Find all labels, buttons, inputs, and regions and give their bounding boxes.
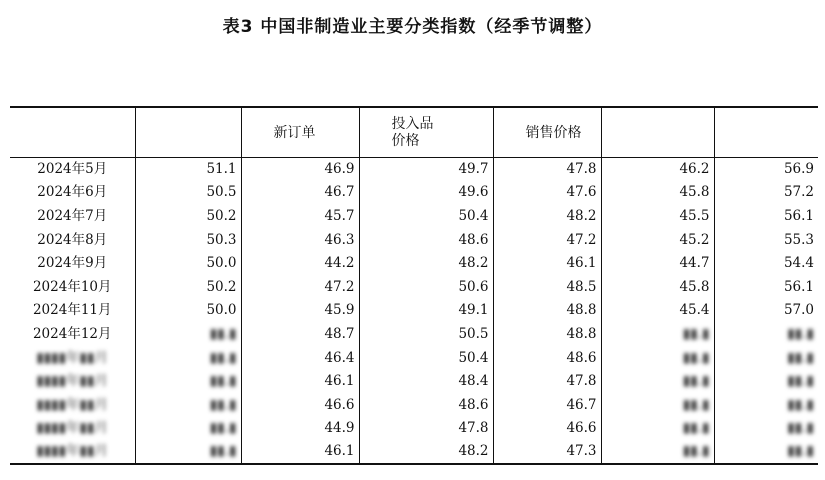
cell-col6: 57.0 bbox=[714, 299, 818, 323]
cell-col5: ▮▮.▮ bbox=[601, 346, 714, 370]
cell-input-prices: 49.1 bbox=[359, 299, 493, 323]
cell-sales-prices: 46.6 bbox=[493, 417, 601, 441]
cell-col6: ▮▮.▮ bbox=[714, 393, 818, 417]
cell-new-orders: 46.7 bbox=[241, 181, 359, 205]
cell-col1: 50.2 bbox=[135, 204, 241, 228]
cell-col6: 56.9 bbox=[714, 157, 818, 181]
cell-col1: 50.0 bbox=[135, 299, 241, 323]
cell-sales-prices: 47.8 bbox=[493, 157, 601, 181]
table-row bbox=[10, 181, 818, 205]
header-obscured-6 bbox=[714, 107, 818, 157]
cell-new-orders: 46.6 bbox=[241, 393, 359, 417]
table-row bbox=[10, 228, 818, 252]
cell-col5: 46.2 bbox=[601, 157, 714, 181]
cell-col6: 55.3 bbox=[714, 228, 818, 252]
cell-sales-prices: 48.8 bbox=[493, 322, 601, 346]
cell-sales-prices: 48.8 bbox=[493, 299, 601, 323]
cell-month: ▮▮▮▮年▮▮月 bbox=[10, 440, 135, 464]
cell-input-prices: 48.2 bbox=[359, 251, 493, 275]
cell-month: 2024年11月 bbox=[32, 302, 112, 319]
cell-col5: 45.4 bbox=[601, 299, 714, 323]
cell-month: 2024年10月 bbox=[32, 278, 112, 295]
cell-new-orders: 46.4 bbox=[241, 346, 359, 370]
cell-col6: ▮▮.▮ bbox=[714, 417, 818, 441]
cell-col1: 51.1 bbox=[135, 157, 241, 181]
cell-input-prices: 47.8 bbox=[359, 417, 493, 441]
cell-new-orders: 48.7 bbox=[241, 322, 359, 346]
cell-col5: 45.2 bbox=[601, 228, 714, 252]
cell-col6: ▮▮.▮ bbox=[714, 440, 818, 464]
header-input-prices-line1: 投入品 bbox=[391, 116, 434, 133]
table-row bbox=[10, 417, 818, 441]
table-row bbox=[10, 275, 818, 299]
cell-col6: 56.1 bbox=[714, 275, 818, 299]
cell-input-prices: 49.6 bbox=[359, 181, 493, 205]
cell-col1: ▮▮.▮ bbox=[135, 346, 241, 370]
cell-input-prices: 48.2 bbox=[359, 440, 493, 464]
cell-sales-prices: 47.3 bbox=[493, 440, 601, 464]
cell-new-orders: 46.3 bbox=[241, 228, 359, 252]
cell-input-prices: 50.4 bbox=[359, 204, 493, 228]
table-row bbox=[10, 322, 818, 346]
cell-new-orders: 46.1 bbox=[241, 440, 359, 464]
cell-month: ▮▮▮▮年▮▮月 bbox=[36, 396, 109, 413]
cell-month: 2024年5月 bbox=[37, 161, 108, 178]
cell-new-orders: 45.9 bbox=[241, 299, 359, 323]
cell-input-prices: 50.4 bbox=[359, 346, 493, 370]
cell-input-prices: 49.7 bbox=[359, 157, 493, 181]
table-row bbox=[10, 299, 818, 323]
cell-col5: ▮▮.▮ bbox=[601, 440, 714, 464]
cell-input-prices: 50.6 bbox=[359, 275, 493, 299]
cell-input-prices: 48.6 bbox=[359, 393, 493, 417]
cell-sales-prices: 47.2 bbox=[493, 228, 601, 252]
cell-col5: ▮▮.▮ bbox=[601, 417, 714, 441]
cell-col6: ▮▮.▮ bbox=[714, 322, 818, 346]
cell-input-prices: 50.5 bbox=[359, 322, 493, 346]
header-new-orders: 新订单 bbox=[241, 107, 359, 157]
cell-col5: ▮▮.▮ bbox=[601, 322, 714, 346]
cell-col6: ▮▮.▮ bbox=[714, 369, 818, 393]
table-row bbox=[10, 393, 818, 417]
cell-col1: 50.3 bbox=[135, 228, 241, 252]
cell-col6: 57.2 bbox=[714, 181, 818, 205]
header-obscured-5 bbox=[601, 107, 714, 157]
cell-col1: 50.0 bbox=[135, 251, 241, 275]
cell-new-orders: 46.1 bbox=[241, 369, 359, 393]
table-row bbox=[10, 346, 818, 370]
cell-col1: ▮▮.▮ bbox=[135, 369, 241, 393]
header-sales-prices: 销售价格 bbox=[493, 107, 601, 157]
cell-new-orders: 44.9 bbox=[241, 417, 359, 441]
cell-sales-prices: 48.6 bbox=[493, 346, 601, 370]
cell-input-prices: 48.4 bbox=[359, 369, 493, 393]
cell-month: ▮▮▮▮年▮▮月 bbox=[36, 373, 109, 390]
cell-col6: 56.1 bbox=[714, 204, 818, 228]
cell-month: 2024年9月 bbox=[37, 255, 108, 272]
header-input-prices bbox=[359, 107, 493, 157]
cell-col1: ▮▮.▮ bbox=[135, 440, 241, 464]
cell-month: ▮▮▮▮年▮▮月 bbox=[36, 349, 109, 366]
header-input-prices-line2: 价格 bbox=[391, 133, 420, 150]
cell-sales-prices: 46.1 bbox=[493, 251, 601, 275]
cell-col6: ▮▮.▮ bbox=[714, 346, 818, 370]
cell-sales-prices: 47.6 bbox=[493, 181, 601, 205]
cell-col1: ▮▮.▮ bbox=[135, 322, 241, 346]
cell-col6: 54.4 bbox=[714, 251, 818, 275]
table-row bbox=[10, 440, 818, 464]
cell-month: ▮▮▮▮年▮▮月 bbox=[36, 420, 109, 437]
cell-new-orders: 47.2 bbox=[241, 275, 359, 299]
index-table bbox=[10, 106, 818, 465]
cell-col5: 45.5 bbox=[601, 204, 714, 228]
header-month bbox=[10, 107, 135, 157]
cell-col1: ▮▮.▮ bbox=[135, 393, 241, 417]
cell-sales-prices: 46.7 bbox=[493, 393, 601, 417]
cell-col1: 50.2 bbox=[135, 275, 241, 299]
cell-new-orders: 46.9 bbox=[241, 157, 359, 181]
cell-col1: ▮▮.▮ bbox=[135, 417, 241, 441]
table-row bbox=[10, 251, 818, 275]
cell-month: 2024年8月 bbox=[37, 231, 108, 248]
table-row bbox=[10, 157, 818, 181]
header-obscured-1 bbox=[135, 107, 241, 157]
cell-input-prices: 48.6 bbox=[359, 228, 493, 252]
cell-new-orders: 45.7 bbox=[241, 204, 359, 228]
cell-new-orders: 44.2 bbox=[241, 251, 359, 275]
table-row bbox=[10, 204, 818, 228]
table-title: 表3 中国非制造业主要分类指数（经季节调整） bbox=[222, 17, 603, 37]
cell-col5: 45.8 bbox=[601, 181, 714, 205]
cell-month: 2024年7月 bbox=[37, 207, 108, 224]
cell-col1: 50.5 bbox=[135, 181, 241, 205]
cell-sales-prices: 48.2 bbox=[493, 204, 601, 228]
cell-col5: ▮▮.▮ bbox=[601, 369, 714, 393]
header-row bbox=[10, 107, 818, 157]
cell-sales-prices: 47.8 bbox=[493, 369, 601, 393]
cell-col5: 44.7 bbox=[601, 251, 714, 275]
cell-sales-prices: 48.5 bbox=[493, 275, 601, 299]
cell-col5: 45.8 bbox=[601, 275, 714, 299]
cell-month: 2024年6月 bbox=[37, 184, 108, 201]
cell-month: 2024年12月 bbox=[32, 325, 112, 342]
table-row bbox=[10, 369, 818, 393]
cell-col5: ▮▮.▮ bbox=[601, 393, 714, 417]
